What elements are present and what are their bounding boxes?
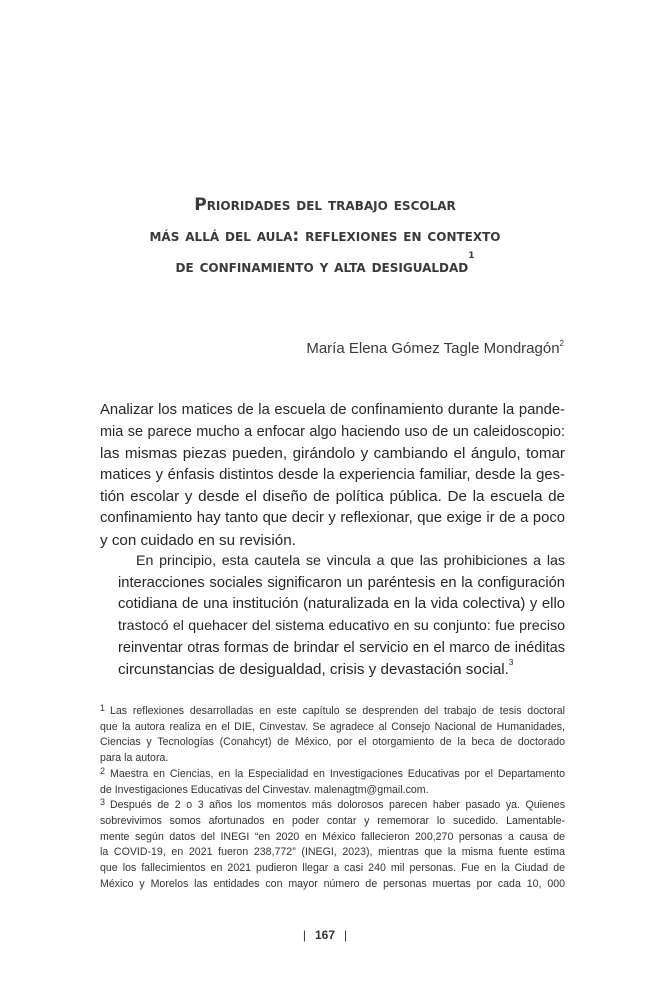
footnote-line: México y Morelos las entidades con mayor número de personas muertas por cada 10, 000 bbox=[100, 877, 565, 890]
footnote-line: mente según datos del INEGI “en 2020 en México fallecieron 200,270 personas a causa de bbox=[100, 830, 565, 843]
text-line-content: circunstancias de desigualdad, crisis y devastación social. bbox=[118, 661, 509, 679]
footnote-line: que los fallecimientos en 2021 pudieron llegar a casi 240 mil personas. Fue en la Ciudad de bbox=[100, 862, 565, 875]
paragraph bbox=[100, 551, 565, 681]
text-line: y con cuidado en su revisión. bbox=[100, 531, 296, 549]
footnote bbox=[100, 767, 565, 798]
text-line: mia se parece mucho a enfocar algo haciendo uso de un caleidoscopio: bbox=[100, 423, 565, 440]
footnote-mark: 3 bbox=[100, 797, 106, 808]
text-line: En principio, esta cautela se vincula a que las prohibiciones a las bbox=[136, 553, 565, 570]
footnote-line: sobrevivimos somos afortunados en poder contar y rememorar lo sucedido. Lamentable- bbox=[100, 814, 565, 827]
body-text bbox=[100, 400, 565, 681]
footnote bbox=[100, 704, 565, 767]
title-line bbox=[100, 252, 550, 283]
author-name bbox=[306, 340, 564, 357]
author-name-text: María Elena Gómez Tagle Mondragón bbox=[306, 340, 560, 357]
text-line: cotidiana de una institución (naturalizada en la vida colectiva) y ello bbox=[118, 596, 565, 613]
title-line: más allá del aula: reflexiones en contexto bbox=[149, 226, 501, 246]
footnote bbox=[100, 798, 565, 892]
divider: | bbox=[344, 928, 348, 942]
divider: | bbox=[302, 928, 306, 942]
text-line: trastocó el quehacer del sistema educativo en su conjunto: fue preciso bbox=[118, 617, 565, 634]
footnote-line bbox=[100, 767, 565, 783]
title-line: Prioridades del trabajo escolar bbox=[194, 195, 456, 215]
text-line: tión escolar y desde el diseño de política pública. De la escuela de bbox=[100, 488, 565, 506]
page-number-value: 167 bbox=[314, 928, 336, 942]
footnote-ref[interactable]: 1 bbox=[468, 251, 475, 261]
paragraph bbox=[100, 400, 565, 551]
footnote-line: la COVID-19, en 2021 fueron 238,772” (INEGI, 2023), mientras que la misma fuente estima bbox=[100, 846, 565, 859]
footnote-line bbox=[100, 704, 565, 720]
footnote-line: de Investigaciones Educativas del Cinvestav. malenagtm@gmail.com. bbox=[100, 783, 429, 796]
footnotes bbox=[100, 704, 565, 892]
footnote-text: Las reflexiones desarrolladas en este capítulo se desprenden del trabajo de tesis doctoral bbox=[110, 705, 565, 717]
text-line: Analizar los matices de la escuela de confinamiento durante la pande- bbox=[100, 402, 565, 418]
footnote-line: que la autora realiza en el DIE, Cinvestav. Se agradece al Consejo Nacional de Humanidades, bbox=[100, 720, 565, 733]
text-line: matices y énfasis distintos desde la experiencia familiar, desde la ges- bbox=[100, 466, 565, 483]
footnote-line: para la autora. bbox=[100, 752, 169, 765]
chapter-title bbox=[100, 190, 550, 283]
text-line bbox=[100, 659, 565, 681]
footnote-line bbox=[100, 798, 565, 814]
text-line: interacciones sociales significaron un paréntesis en la configuración bbox=[118, 574, 565, 591]
text-line: reinventar otras formas de brindar el servicio en el marco de inéditas bbox=[118, 639, 565, 656]
footnote-mark: 1 bbox=[100, 703, 106, 713]
footnote-line: Ciencias y Tecnologías (Conahcyt) de México, por el otorgamiento de la beca de doctorado bbox=[100, 736, 565, 749]
title-line-text: de confinamiento y alta desigualdad bbox=[175, 257, 469, 277]
text-line: confinamiento hay tanto que decir y reflexionar, que exige ir de a poco bbox=[100, 509, 565, 526]
text-line: las mismas piezas pueden, girándolo y cambiando el ángulo, tomar bbox=[100, 445, 565, 463]
footnote-text: Maestra en Ciencias, en la Especialidad en Investigaciones Educativas por el Departamento bbox=[110, 767, 565, 780]
footnote-ref[interactable]: 3 bbox=[508, 658, 514, 668]
footnote-text: Después de 2 o 3 años los momentos más dolorosos parecen haber pasado ya. Quienes bbox=[110, 799, 565, 812]
footnote-ref[interactable]: 2 bbox=[559, 339, 564, 348]
page-number bbox=[0, 928, 650, 942]
footnote-mark: 2 bbox=[100, 765, 106, 776]
